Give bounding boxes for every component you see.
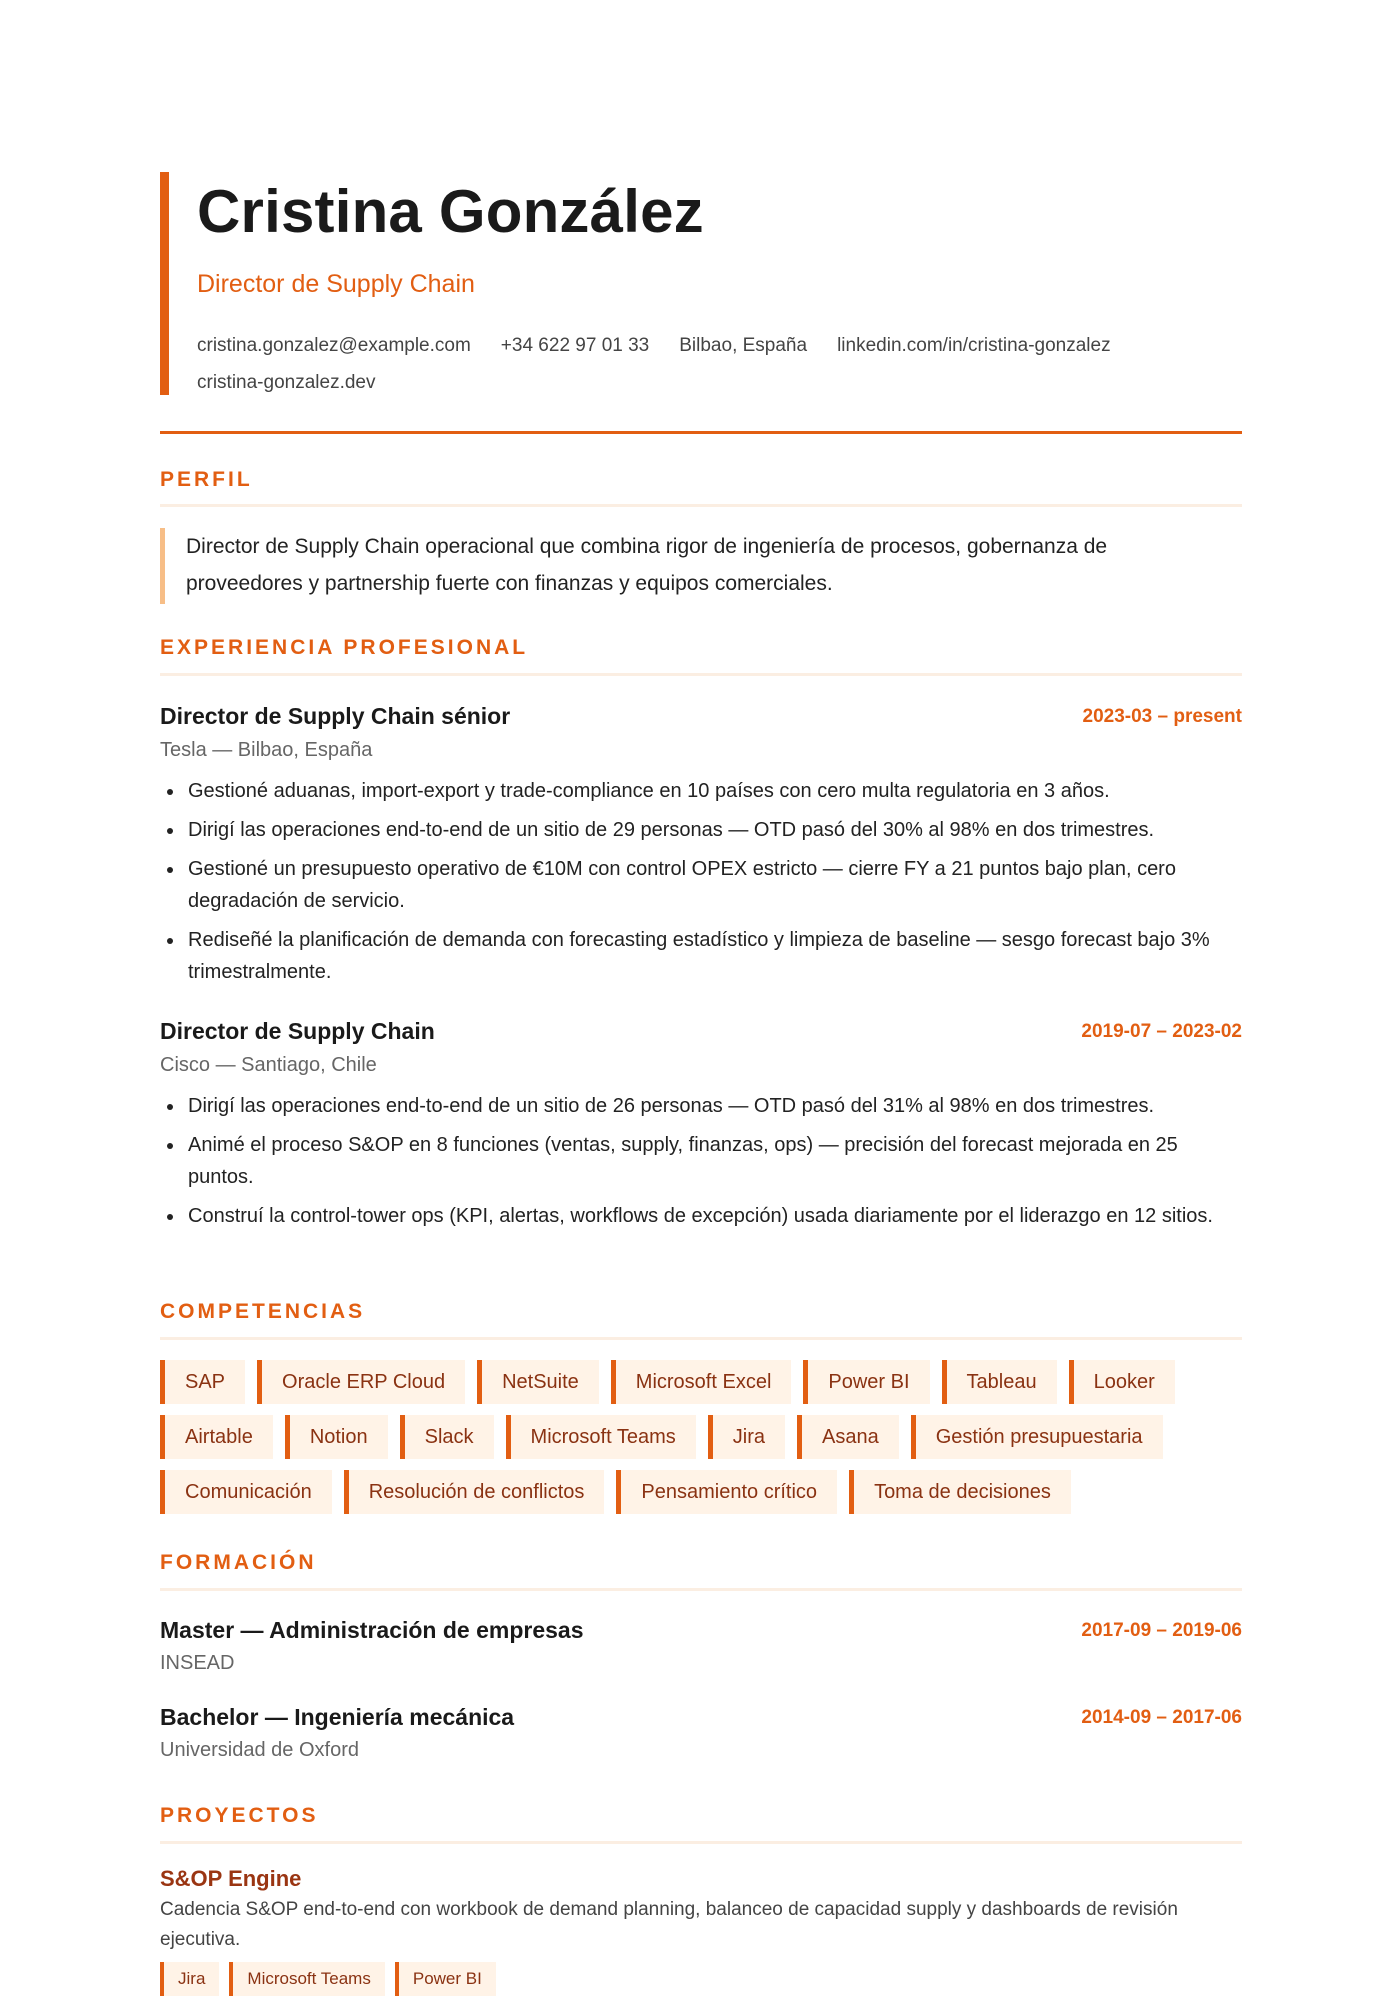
education-org: INSEAD	[160, 1652, 235, 1674]
skill-row	[160, 1415, 1242, 1459]
education-title: Master — Administración de empresas	[160, 1617, 584, 1643]
skill-tag: Toma de decisiones	[849, 1470, 1071, 1514]
job-bullets	[160, 1090, 1242, 1239]
header-accent-bar	[160, 172, 169, 395]
section-title-experience: EXPERIENCIA PROFESIONAL	[160, 636, 529, 659]
education-date: 2017-09 – 2019-06	[1081, 1620, 1242, 1641]
project-title: S&OP Engine	[160, 1866, 302, 1891]
skill-tag: Microsoft Excel	[611, 1360, 792, 1404]
profile-summary	[160, 528, 1242, 604]
job-org: Tesla — Bilbao, España	[160, 739, 373, 761]
skill-tag: Power BI	[803, 1360, 929, 1404]
skill-tag: Gestión presupuestaria	[911, 1415, 1163, 1459]
section-title-skills: COMPETENCIAS	[160, 1300, 366, 1323]
job-title: Director de Supply Chain	[160, 1018, 435, 1044]
skill-tag: Jira	[708, 1415, 785, 1459]
contact-email[interactable]: cristina.gonzalez@example.com	[197, 335, 471, 356]
project-tag: Power BI	[395, 1962, 496, 1996]
skill-tag: Slack	[400, 1415, 494, 1459]
skill-tag: Oracle ERP Cloud	[257, 1360, 465, 1404]
candidate-role: Director de Supply Chain	[197, 270, 475, 298]
skill-row	[160, 1360, 1242, 1404]
skill-tag: Notion	[285, 1415, 388, 1459]
summary-accent-bar	[160, 528, 165, 604]
project-description: Cadencia S&OP end-to-end con workbook de demand planning, balanceo de capacidad supply y dashboards de revisión ejecutiva.	[160, 1899, 1178, 1950]
skill-tag: Tableau	[942, 1360, 1057, 1404]
contact-list	[197, 327, 1217, 401]
contact-linkedin[interactable]: linkedin.com/in/cristina-gonzalez	[837, 335, 1111, 356]
skill-tag: NetSuite	[477, 1360, 599, 1404]
skill-row	[160, 1470, 1242, 1514]
education-date: 2014-09 – 2017-06	[1081, 1707, 1242, 1728]
education-title: Bachelor — Ingeniería mecánica	[160, 1704, 515, 1730]
skill-tag: Resolución de conflictos	[344, 1470, 605, 1514]
section-divider	[160, 504, 1242, 507]
skill-tag: Comunicación	[160, 1470, 332, 1514]
header-divider	[160, 431, 1242, 434]
contact-phone[interactable]: +34 622 97 01 33	[500, 335, 650, 356]
project-tag: Jira	[160, 1962, 219, 1996]
list-item: Gestioné un presupuesto operativo de €10M con control OPEX estricto — cierre FY a 21 puntos bajo plan, cero degradación de servicio.	[160, 853, 1242, 917]
section-title-profile: PERFIL	[160, 468, 253, 491]
job-title: Director de Supply Chain sénior	[160, 703, 511, 729]
job-date: 2023-03 – present	[1082, 706, 1242, 727]
section-divider	[160, 1588, 1242, 1591]
project-tag: Microsoft Teams	[229, 1962, 384, 1996]
list-item: Animé el proceso S&OP en 8 funciones (ventas, supply, finanzas, ops) — precisión del forecast mejorada en 25 puntos.	[160, 1129, 1242, 1193]
skill-tag: Asana	[797, 1415, 899, 1459]
contact-location: Bilbao, España	[679, 335, 808, 356]
section-divider	[160, 1337, 1242, 1340]
skill-tag: SAP	[160, 1360, 245, 1404]
education-org: Universidad de Oxford	[160, 1739, 359, 1761]
skill-tag: Looker	[1069, 1360, 1175, 1404]
list-item: Gestioné aduanas, import-export y trade-compliance en 10 países con cero multa regulatoria en 3 años.	[160, 775, 1242, 807]
section-title-projects: PROYECTOS	[160, 1804, 319, 1827]
skill-tag: Pensamiento crítico	[616, 1470, 837, 1514]
skill-tags	[160, 1360, 1242, 1525]
summary-text: Director de Supply Chain operacional que combina rigor de ingeniería de procesos, gobernanza de proveedores y partnership fuerte con finanzas y equipos comerciales.	[186, 535, 1108, 595]
job-org: Cisco — Santiago, Chile	[160, 1054, 377, 1076]
job-bullets	[160, 775, 1242, 995]
contact-website[interactable]: cristina-gonzalez.dev	[197, 372, 376, 393]
list-item: Dirigí las operaciones end-to-end de un sitio de 29 personas — OTD pasó del 30% al 98% en dos trimestres.	[160, 814, 1242, 846]
list-item: Rediseñé la planificación de demanda con forecasting estadístico y limpieza de baseline — sesgo forecast bajo 3% trimestralmente.	[160, 924, 1242, 988]
project-tags	[160, 1962, 1242, 1996]
section-title-education: FORMACIÓN	[160, 1551, 317, 1574]
list-item: Construí la control-tower ops (KPI, alertas, workflows de excepción) usada diariamente por el liderazgo en 12 sitios.	[160, 1200, 1242, 1232]
skill-tag: Airtable	[160, 1415, 273, 1459]
skill-tag: Microsoft Teams	[506, 1415, 696, 1459]
section-divider	[160, 1841, 1242, 1844]
list-item: Dirigí las operaciones end-to-end de un sitio de 26 personas — OTD pasó del 31% al 98% en dos trimestres.	[160, 1090, 1242, 1122]
job-date: 2019-07 – 2023-02	[1081, 1021, 1242, 1042]
resume-header	[160, 172, 1242, 395]
candidate-name: Cristina González	[197, 178, 704, 245]
section-divider	[160, 673, 1242, 676]
